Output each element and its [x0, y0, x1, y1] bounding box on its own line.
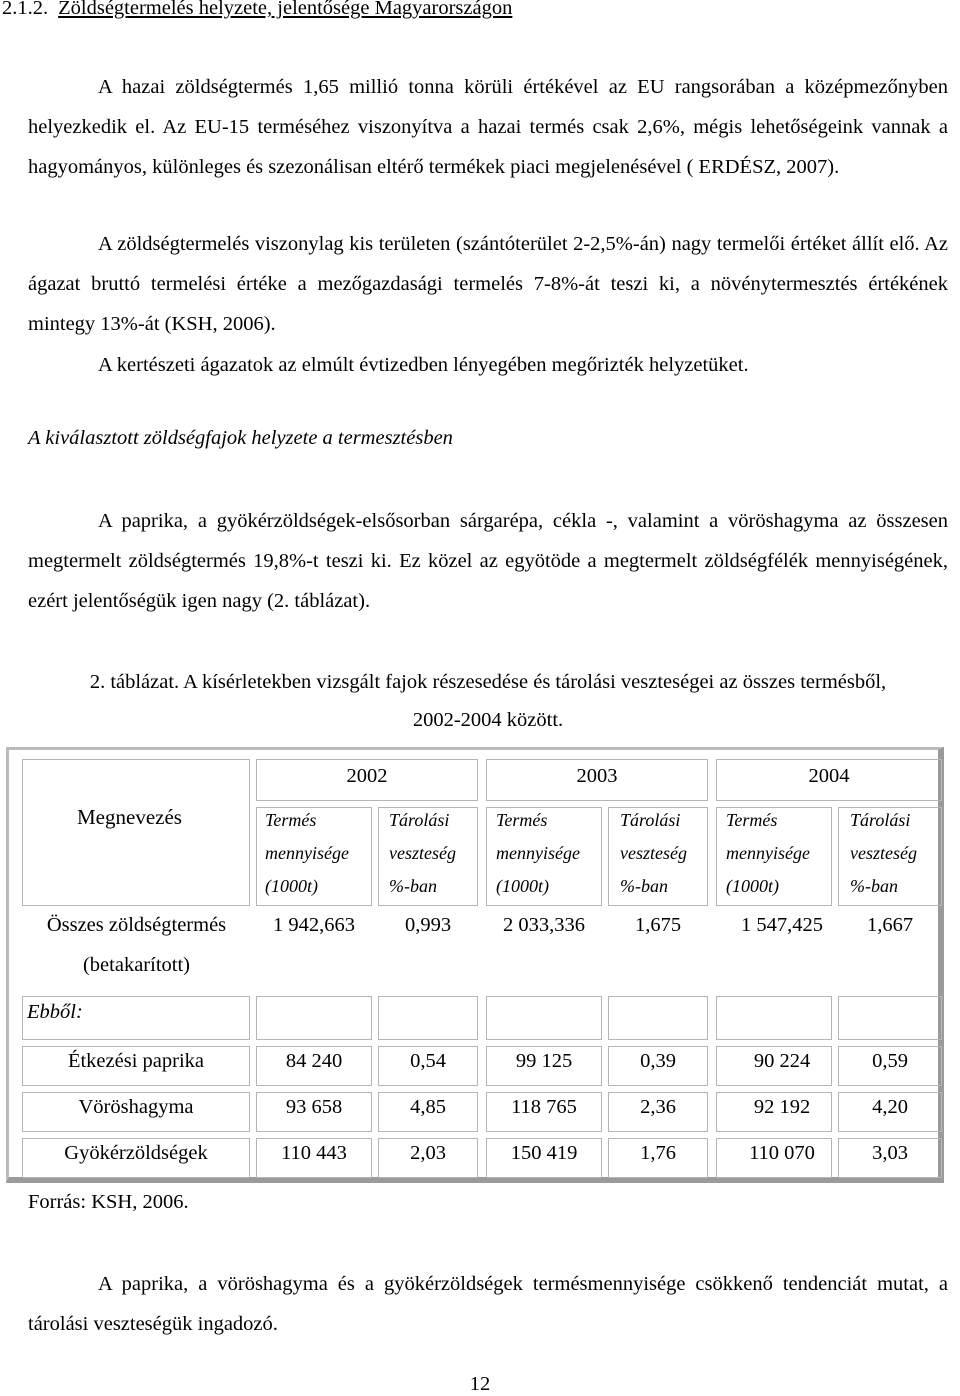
table-cell: 2,03	[410, 1142, 446, 1164]
table-cell: 4,85	[410, 1096, 446, 1118]
row-name: Gyökérzöldségek	[64, 1142, 208, 1164]
table-caption	[28, 663, 948, 739]
table-caption-line-2: 2002-2004 között.	[412, 709, 564, 731]
table-cell: 1,675	[634, 914, 682, 936]
section-heading	[2, 0, 512, 20]
yield-label-2004: Termés mennyisége (1000t)	[726, 810, 810, 896]
table-cell: 1 547,425	[741, 914, 823, 936]
table-cell: 92 192	[753, 1096, 811, 1118]
row-name: Vöröshagyma	[78, 1096, 194, 1118]
total-row-name: Összes zöldségtermés	[46, 914, 227, 936]
table-caption-line-1: 2. táblázat. A kísérletekben vizsgált fajok részesedése és tárolási veszteségei az összes termésből,	[89, 671, 887, 693]
paragraph-3: A kertészeti ágazatok az elmúlt évtizedben lényegében megőrizték helyzetüket.	[98, 354, 749, 376]
section-title: Zöldségtermelés helyzete, jelentősége Magyarországon	[58, 0, 513, 19]
year-header-2004: 2004	[716, 759, 942, 801]
yield-label-2002: Termés mennyisége (1000t)	[265, 810, 349, 896]
table-cell: 93 658	[285, 1096, 343, 1118]
name-header: Megnevezés	[77, 805, 182, 829]
table-cell: 84 240	[285, 1050, 343, 1072]
paragraph-1: A hazai zöldségtermés 1,65 millió tonna körüli értékével az EU rangsorában a középmezőnyben helyezkedik el. Az EU-15 terméséhez viszonyítva a hazai termés csak 2,6%, mégis lehetőségeink vannak a hagyományos, különleges és szezonálisan eltérő termékek piaci megjelenésével ( ERDÉSZ, 2007).	[28, 76, 948, 178]
table-cell: 99 125	[515, 1050, 573, 1072]
name-header-cell	[22, 759, 250, 906]
loss-label-2002: Tárolási veszteség %-ban	[389, 810, 456, 896]
table-cell: 0,39	[640, 1050, 676, 1072]
row-name: Étkezési paprika	[67, 1050, 205, 1072]
table-cell: 110 443	[281, 1142, 347, 1164]
data-table	[6, 747, 944, 1183]
section-number: 2.1.2.	[2, 0, 49, 19]
table-cell: 3,03	[872, 1142, 908, 1164]
table-cell: 1,76	[640, 1142, 676, 1164]
table-cell: 4,20	[872, 1096, 908, 1118]
table-cell: 0,54	[410, 1050, 446, 1072]
table-cell: 0,993	[404, 914, 452, 936]
year-header-2002: 2002	[256, 759, 478, 801]
loss-label-2004: Tárolási veszteség %-ban	[850, 810, 917, 896]
table-cell: 118 765	[511, 1096, 577, 1118]
paragraph-2: A zöldségtermelés viszonylag kis területen (szántóterület 2-2,5%-án) nagy termelői értéket állít elő. Az ágazat bruttó termelési értéke a mezőgazdasági termelés 7-8%-át teszi ki, a növénytermesztés értékének mintegy 13%-át (KSH, 2006).	[28, 233, 948, 335]
table-cell: 110 070	[749, 1142, 815, 1164]
table-cell: 150 419	[510, 1142, 578, 1164]
subheading: A kiválasztott zöldségfajok helyzete a termesztésben	[28, 427, 453, 449]
of-which-label: Ebből:	[27, 1001, 83, 1023]
yield-label-2003: Termés mennyisége (1000t)	[496, 810, 580, 896]
table-cell: 90 224	[753, 1050, 811, 1072]
year-header-2003: 2003	[486, 759, 708, 801]
table-source: Forrás: KSH, 2006.	[28, 1191, 189, 1213]
table-cell: 2,36	[640, 1096, 676, 1118]
total-row-name-note: (betakarított)	[82, 954, 190, 976]
table-cell: 0,59	[872, 1050, 908, 1072]
paragraph-4: A paprika, a gyökérzöldségek-elsősorban sárgarépa, cékla -, valamint a vöröshagyma az összesen megtermelt zöldségtermés 19,8%-t teszi ki. Ez közel az egyötöde a megtermelt zöldségfélék mennyiségének, ezért jelentőségük igen nagy (2. táblázat).	[28, 510, 948, 612]
table-cell: 1 942,663	[273, 914, 355, 936]
table-cell: 2 033,336	[503, 914, 585, 936]
page-number: 12	[469, 1373, 491, 1395]
loss-label-2003: Tárolási veszteség %-ban	[620, 810, 687, 896]
table-cell: 1,667	[866, 914, 914, 936]
paragraph-5: A paprika, a vöröshagyma és a gyökérzöldségek termésmennyisége csökkenő tendenciát mutat, a tárolási veszteségük ingadozó.	[28, 1273, 948, 1335]
